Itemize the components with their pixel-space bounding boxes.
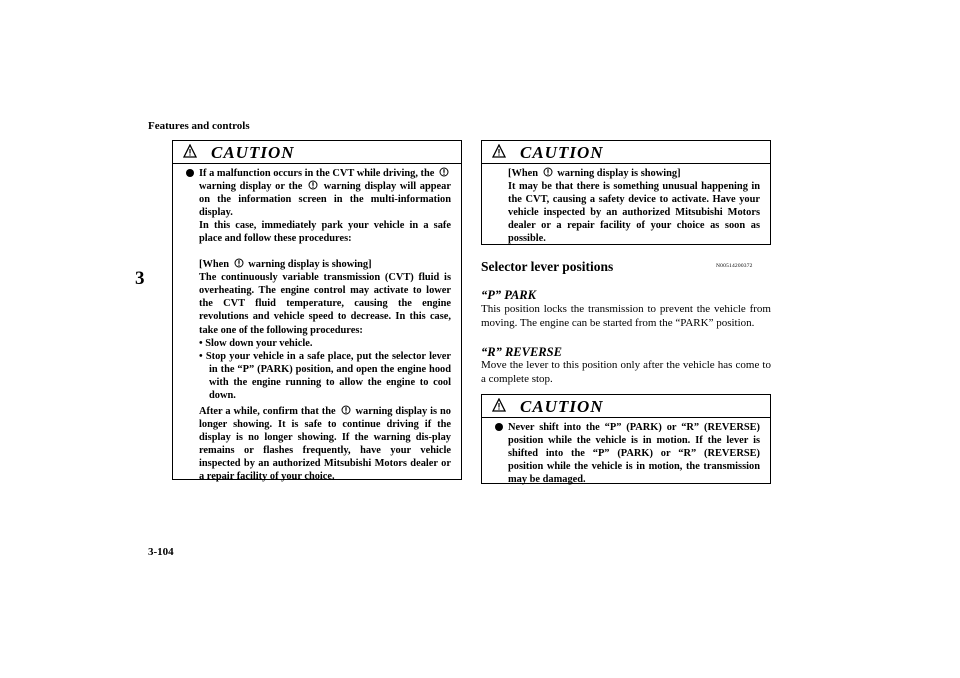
caution-header [482, 141, 770, 164]
instruction-text: In this case, immediately park your vehicle in a safe place and follow these procedures: [199, 220, 451, 245]
caution-box-right-bottom [481, 394, 771, 484]
warning-triangle-icon [183, 144, 197, 158]
caution-header [173, 141, 461, 164]
section-code: N00514200372 [716, 263, 753, 269]
caution-body [173, 164, 461, 488]
after-while-text: After a while, confirm that the warning display is no longer showing. It is safe to continue driving if the display is no longer showing. If the warning dis-play remains or flashes frequently, have your vehicle inspected by an authorized Mitsubishi Motors dealer or a repair facility of your choice. [199, 405, 451, 483]
reverse-title: “R” REVERSE [481, 345, 562, 359]
caution-box-right-top [481, 140, 771, 245]
cvt-warning-icon [308, 180, 318, 190]
caution-header [482, 395, 770, 418]
when-heading: [When warning display is showing] [508, 168, 681, 179]
when-heading: [When warning display is showing] [199, 259, 372, 271]
caution-body [482, 418, 770, 491]
caution-title: CAUTION [520, 397, 604, 416]
page-number: 3-104 [148, 546, 174, 558]
bullet-icon [495, 423, 503, 431]
cvt-warning-icon [543, 167, 553, 177]
cvt-warning-icon [341, 405, 351, 415]
cvt-warning-icon [439, 167, 449, 177]
caution-title: CAUTION [211, 143, 295, 162]
caution-bullet [495, 421, 760, 486]
caution-body [482, 164, 770, 250]
malfunction-text: If a malfunction occurs in the CVT while driving, the warning display or the warning display will appear on the information screen in the multi-information display. [199, 168, 451, 219]
warning-triangle-icon [492, 398, 506, 412]
warning-triangle-icon [492, 144, 506, 158]
park-title: “P” PARK [481, 288, 536, 302]
step-slow-down: • Slow down your vehicle. [199, 337, 313, 349]
never-shift-text: Never shift into the “P” (PARK) or “R” (REVERSE) position while the vehicle is in motion. If the lever is shifted into the “P” (PARK) or “R” (REVERSE) position while the vehicle is in motion, the transmission may be damaged. [508, 422, 760, 486]
unusual-text: It may be that there is something unusual happening in the CVT, causing a safety device to activate. Have your vehicle inspected by an authorized Mitsubishi Motors dealer or a repair facility of your choice as soon as possible. [508, 181, 760, 245]
chapter-tab: 3 [135, 268, 145, 289]
caution-box-left [172, 140, 462, 483]
caution-bullet [186, 167, 451, 483]
section-title: Selector lever positions [481, 259, 614, 274]
running-header: Features and controls [148, 120, 250, 132]
reverse-text: Move the lever to this position only after the vehicle has come to a complete stop. [481, 359, 771, 385]
overheating-text: The continuously variable transmission (CVT) fluid is overheating. The engine control may activate to lower the CVT fluid temperature, causing the engine revolutions and vehicle speed to decrease. In this case, take one of the following procedures: [199, 272, 451, 336]
step-stop-vehicle: • Stop your vehicle in a safe place, put the selector lever in the “P” (PARK) position, and open the engine hood with the engine running to allow the engine to cool down. [199, 350, 451, 401]
caution-title: CAUTION [520, 143, 604, 162]
bullet-icon [186, 169, 194, 177]
park-text: This position locks the transmission to prevent the vehicle from moving. The engine can be started from the “PARK” position. [481, 303, 771, 329]
cvt-warning-icon [234, 258, 244, 268]
